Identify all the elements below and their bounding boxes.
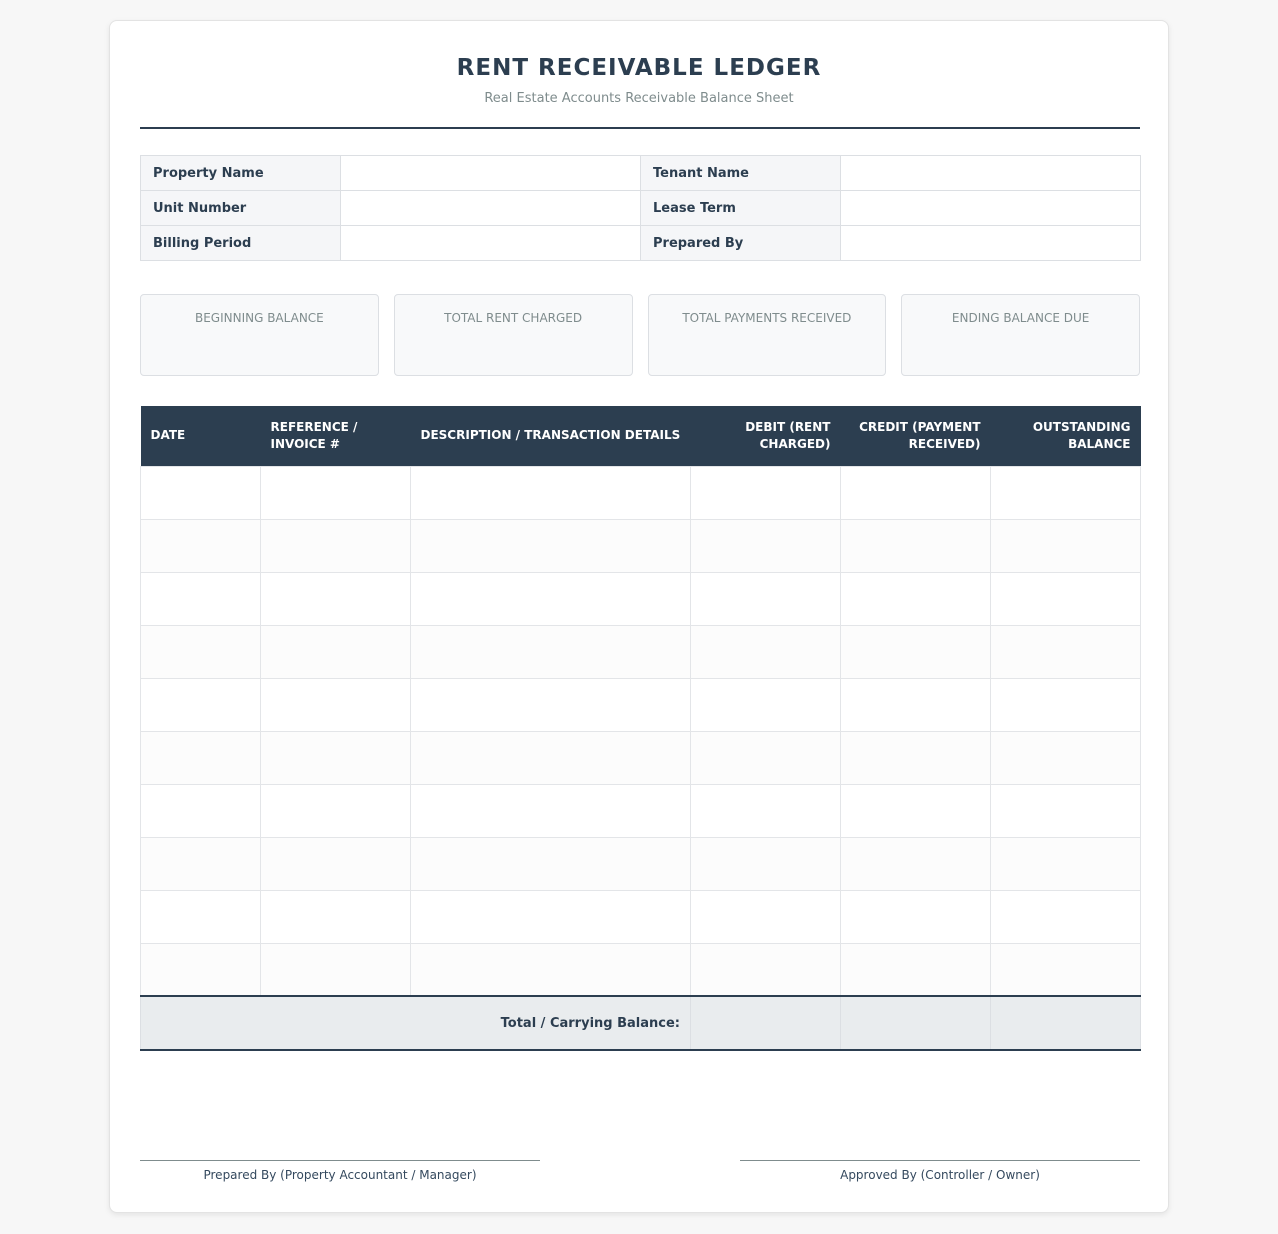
balance-cell[interactable] <box>991 466 1141 519</box>
debit-cell[interactable] <box>691 943 841 996</box>
date-cell[interactable] <box>141 678 261 731</box>
balance-cell[interactable] <box>991 731 1141 784</box>
table-row <box>141 519 1141 572</box>
reference-cell[interactable] <box>261 943 411 996</box>
total-row <box>141 996 1141 1050</box>
unit-number-label: Unit Number <box>141 191 341 226</box>
table-row <box>141 678 1141 731</box>
balance-cell[interactable] <box>991 678 1141 731</box>
balance-cell[interactable] <box>991 572 1141 625</box>
description-cell[interactable] <box>411 625 691 678</box>
reference-cell[interactable] <box>261 784 411 837</box>
date-cell[interactable] <box>141 943 261 996</box>
credit-cell[interactable] <box>841 784 991 837</box>
tenant-name-field[interactable] <box>841 156 1141 191</box>
page-subtitle: Real Estate Accounts Receivable Balance Sheet <box>484 91 794 106</box>
reference-cell[interactable] <box>261 625 411 678</box>
credit-cell[interactable] <box>841 678 991 731</box>
col-description: DESCRIPTION / TRANSACTION DETAILS <box>411 406 691 466</box>
total-rent-charged-card <box>394 294 633 376</box>
description-cell[interactable] <box>411 784 691 837</box>
credit-cell[interactable] <box>841 625 991 678</box>
credit-cell[interactable] <box>841 890 991 943</box>
table-row <box>141 466 1141 519</box>
title-divider <box>140 127 1140 129</box>
col-date: DATE <box>141 406 261 466</box>
approved-by-signature <box>740 1160 1140 1182</box>
credit-cell[interactable] <box>841 466 991 519</box>
credit-cell[interactable] <box>841 943 991 996</box>
debit-cell[interactable] <box>691 625 841 678</box>
description-cell[interactable] <box>411 890 691 943</box>
prepared-by-signature-label: Prepared By (Property Accountant / Manager) <box>203 1168 477 1182</box>
total-payments-received-card <box>648 294 887 376</box>
table-row <box>141 890 1141 943</box>
date-cell[interactable] <box>141 625 261 678</box>
debit-cell[interactable] <box>691 784 841 837</box>
description-cell[interactable] <box>411 837 691 890</box>
debit-cell[interactable] <box>691 519 841 572</box>
summary-cards <box>140 294 1140 376</box>
lease-term-label: Lease Term <box>641 191 841 226</box>
total-debit-cell[interactable] <box>691 996 841 1050</box>
date-cell[interactable] <box>141 784 261 837</box>
billing-period-label: Billing Period <box>141 226 341 261</box>
reference-cell[interactable] <box>261 731 411 784</box>
description-cell[interactable] <box>411 519 691 572</box>
description-cell[interactable] <box>411 572 691 625</box>
reference-cell[interactable] <box>261 890 411 943</box>
page-title: RENT RECEIVABLE LEDGER <box>456 55 822 81</box>
col-reference: REFERENCE / INVOICE # <box>261 406 411 466</box>
col-balance: OUTSTANDING BALANCE <box>991 406 1141 466</box>
debit-cell[interactable] <box>691 837 841 890</box>
credit-cell[interactable] <box>841 837 991 890</box>
description-cell[interactable] <box>411 466 691 519</box>
table-row <box>141 731 1141 784</box>
property-info-table <box>140 155 1141 261</box>
debit-cell[interactable] <box>691 678 841 731</box>
beginning-balance-label: BEGINNING BALANCE <box>194 311 324 325</box>
table-row <box>141 572 1141 625</box>
table-row <box>141 784 1141 837</box>
table-row <box>141 943 1141 996</box>
balance-cell[interactable] <box>991 519 1141 572</box>
reference-cell[interactable] <box>261 519 411 572</box>
prepared-by-label: Prepared By <box>641 226 841 261</box>
debit-cell[interactable] <box>691 466 841 519</box>
credit-cell[interactable] <box>841 731 991 784</box>
billing-period-field[interactable] <box>341 226 641 261</box>
ending-balance-due-card <box>901 294 1140 376</box>
ending-balance-due-label: ENDING BALANCE DUE <box>951 311 1090 325</box>
debit-cell[interactable] <box>691 572 841 625</box>
credit-cell[interactable] <box>841 519 991 572</box>
credit-cell[interactable] <box>841 572 991 625</box>
total-credit-cell[interactable] <box>841 996 991 1050</box>
prepared-by-signature <box>140 1160 540 1182</box>
reference-cell[interactable] <box>261 837 411 890</box>
debit-cell[interactable] <box>691 731 841 784</box>
debit-cell[interactable] <box>691 890 841 943</box>
date-cell[interactable] <box>141 731 261 784</box>
ledger-table <box>140 406 1141 1051</box>
ledger-body <box>141 466 1141 996</box>
property-name-field[interactable] <box>341 156 641 191</box>
beginning-balance-card <box>140 294 379 376</box>
reference-cell[interactable] <box>261 466 411 519</box>
col-credit: CREDIT (PAYMENT RECEIVED) <box>841 406 991 466</box>
description-cell[interactable] <box>411 943 691 996</box>
total-rent-charged-label: TOTAL RENT CHARGED <box>444 311 583 325</box>
date-cell[interactable] <box>141 890 261 943</box>
balance-cell[interactable] <box>991 625 1141 678</box>
table-row <box>141 625 1141 678</box>
date-cell[interactable] <box>141 572 261 625</box>
prepared-by-field[interactable] <box>841 226 1141 261</box>
ledger-sheet <box>109 20 1169 1213</box>
description-cell[interactable] <box>411 678 691 731</box>
reference-cell[interactable] <box>261 678 411 731</box>
tenant-name-label: Tenant Name <box>641 156 841 191</box>
total-payments-received-label: TOTAL PAYMENTS RECEIVED <box>682 311 852 325</box>
description-cell[interactable] <box>411 731 691 784</box>
balance-cell[interactable] <box>991 784 1141 837</box>
lease-term-field[interactable] <box>841 191 1141 226</box>
balance-cell[interactable] <box>991 890 1141 943</box>
reference-cell[interactable] <box>261 572 411 625</box>
col-debit: DEBIT (RENT CHARGED) <box>691 406 841 466</box>
total-balance-cell[interactable] <box>991 996 1141 1050</box>
date-cell[interactable] <box>141 519 261 572</box>
balance-cell[interactable] <box>991 943 1141 996</box>
balance-cell[interactable] <box>991 837 1141 890</box>
total-label: Total / Carrying Balance: <box>141 996 691 1050</box>
approved-by-signature-label: Approved By (Controller / Owner) <box>840 1168 1040 1182</box>
table-row <box>141 837 1141 890</box>
ledger-header-row <box>141 406 1141 466</box>
property-name-label: Property Name <box>141 156 341 191</box>
date-cell[interactable] <box>141 466 261 519</box>
date-cell[interactable] <box>141 837 261 890</box>
unit-number-field[interactable] <box>341 191 641 226</box>
